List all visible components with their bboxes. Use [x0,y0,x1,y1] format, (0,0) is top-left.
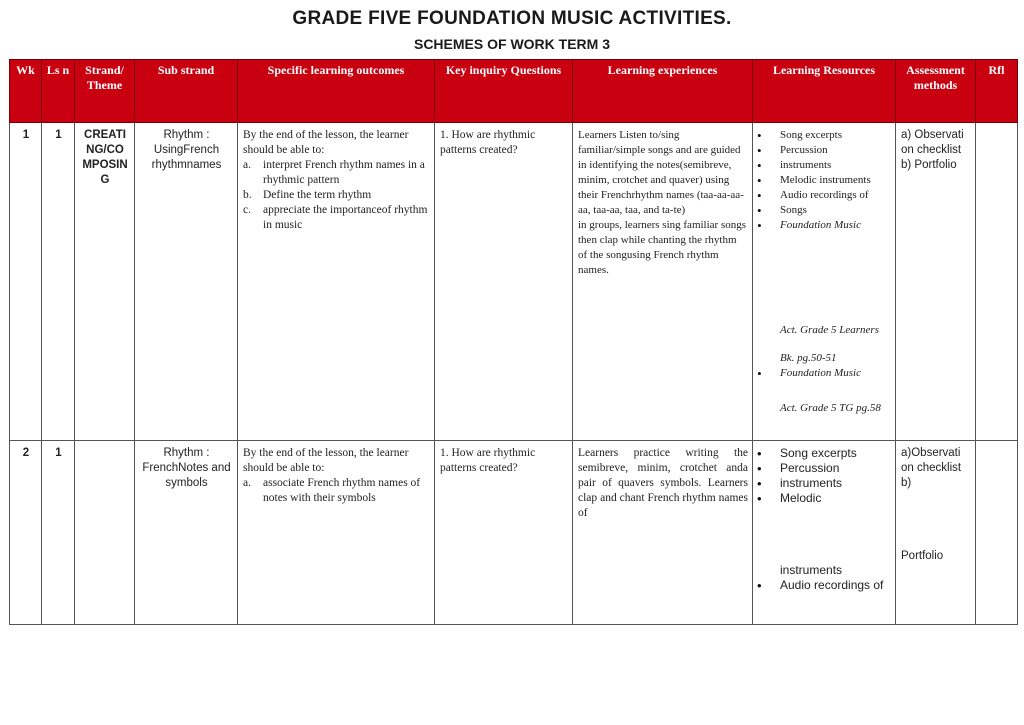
substrand-title: Rhythm : [163,129,210,141]
list-item: • Melodic [758,491,891,506]
list-item: • Percussion [758,143,891,158]
list-marker: a. [243,477,251,489]
resources-list-tail [758,578,891,593]
cell-substrand [135,441,238,625]
substrand-title: Rhythm : [163,447,210,459]
list-item [243,476,430,506]
cell-rfl [976,123,1018,441]
list-item: • Percussion [758,461,891,476]
list-marker: a. [243,159,251,171]
cell-resources [753,441,896,625]
outcomes-intro: By the end of the lesson, the learner should be able to: [243,447,409,474]
cell-assessment [896,123,976,441]
cell-lsn: 1 [42,441,75,625]
list-item [243,188,430,203]
header-substrand: Sub strand [135,60,238,123]
list-item: • Song excerpts [758,446,891,461]
header-lsn: Ls n [42,60,75,123]
assessment-item: b) [901,477,912,489]
cell-outcomes [238,123,435,441]
header-outcomes: Specific learning outcomes [238,60,435,123]
header-strand: Strand/ Theme [75,60,135,123]
cell-rfl [976,441,1018,625]
list-item [243,158,430,188]
cell-outcomes [238,441,435,625]
list-item: • Song excerpts [758,128,891,143]
resource-reference: Act. Grade 5 TG pg.58 [780,402,881,414]
experience-text: Learners practice writing the semibreve, minim, crotchet anda pair of quavers symbols. Learners clap and chant French rhythm names of [578,447,748,519]
list-item: • Audio recordings of [758,188,891,203]
header-rfl: Rfl [976,60,1018,123]
header-wk: Wk [10,60,42,123]
schemes-table [9,59,1018,625]
experience-text: Learners Listen to/sing familiar/simple songs and are guided in identifying the notes(semibreve, minim, crotchet and quaver) using their Frenchrhythm names (taa-aa-aa-aa, taa-aa, taa, and ta-te) [578,129,744,216]
list-item: • Foundation Music [758,366,891,381]
cell-resources [753,123,896,441]
resources-list [758,128,891,233]
outcomes-intro: By the end of the lesson, the learner should be able to: [243,129,409,156]
substrand-text: FrenchNotes and symbols [142,462,231,489]
cell-experiences [573,441,753,625]
resource-reference: Act. Grade 5 Learners [780,324,879,336]
list-item: • Songs [758,203,891,218]
cell-wk: 1 [10,123,42,441]
resource-continued: instruments [780,563,843,577]
header-experiences: Learning experiences [573,60,753,123]
cell-substrand [135,123,238,441]
substrand-text: UsingFrench rhythmnames [151,144,222,171]
list-item: • Foundation Music [758,218,891,233]
resources-list [758,446,891,506]
assessment-item: a) Observati on checklist [901,129,964,156]
page-subtitle: SCHEMES OF WORK TERM 3 [413,36,610,52]
header-inquiry: Key inquiry Questions [435,60,573,123]
list-item: • instruments [758,158,891,173]
list-item-text: appreciate the importanceof rhythm in music [263,204,428,231]
cell-wk: 2 [10,441,42,625]
assessment-item: a)Observati on checklist [901,447,962,474]
table-row [10,123,1018,441]
header-row [10,60,1018,123]
cell-assessment [896,441,976,625]
outcomes-list [243,158,430,233]
cell-lsn: 1 [42,123,75,441]
assessment-item: Portfolio [901,550,944,562]
list-item: • instruments [758,476,891,491]
outcomes-list [243,476,430,506]
list-marker: c. [243,204,251,216]
list-item-text: associate French rhythm names of notes with their symbols [263,477,421,504]
resource-reference: Bk. pg.50-51 [780,352,837,364]
assessment-item: b) Portfolio [901,159,957,171]
list-item-text: interpret French rhythm names in a rhythmic pattern [263,159,425,186]
cell-strand: CREATI NG/CO MPOSIN G [75,123,135,441]
resources-list-extra [758,366,891,381]
header-assessment: Assessment methods [896,60,976,123]
list-item: • Melodic instruments [758,173,891,188]
table-row [10,441,1018,625]
list-item: • Audio recordings of [758,578,891,593]
header-resources: Learning Resources [753,60,896,123]
cell-experiences [573,123,753,441]
cell-inquiry: 1. How are rhythmic patterns created? [435,123,573,441]
cell-strand [75,441,135,625]
list-item [243,203,430,233]
experience-text: in groups, learners sing familiar songs then clap while chanting the rhythm of the songusing French rhythm names. [578,219,747,276]
list-marker: b. [243,189,252,201]
list-item-text: Define the term rhythm [263,189,372,201]
page-title: GRADE FIVE FOUNDATION MUSIC ACTIVITIES. [292,8,732,29]
cell-inquiry: 1. How are rhythmic patterns created? [435,441,573,625]
